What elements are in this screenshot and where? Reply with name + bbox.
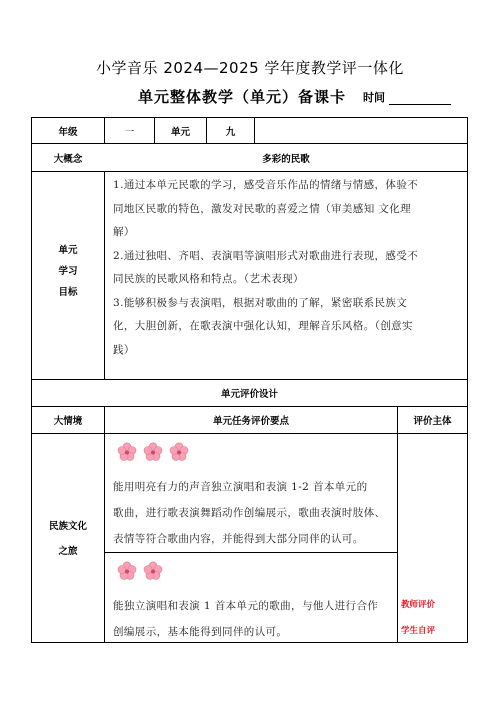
situation-line: 之旅 <box>58 546 78 557</box>
col-divider <box>104 406 105 643</box>
goals-label-line: 学习 <box>58 266 78 277</box>
concept-value: 多彩的民歌 <box>262 153 310 165</box>
unit-value: 九 <box>225 126 236 138</box>
table-border-right <box>467 117 468 643</box>
goals-line: 化，大胆创新，在歌表演中强化认知，理解音乐风格。（创意实 <box>113 320 413 332</box>
subtitle-text: 单元整体教学（单元）备课卡 <box>137 88 346 106</box>
subject-teacher: 教师评价 <box>401 600 436 610</box>
goals-label-line: 目标 <box>58 287 78 298</box>
col-divider <box>104 171 105 379</box>
evaluation-section-title: 单元评价设计 <box>220 389 278 400</box>
goals-label <box>32 240 104 303</box>
situation-label <box>32 514 104 564</box>
col-header-situation: 大情境 <box>53 416 83 427</box>
unit-label: 单元 <box>170 126 190 138</box>
goals-label-line: 单元 <box>58 245 78 256</box>
criteria-line: 歌曲，进行歌表演舞蹈动作创编展示，歌曲表演时肢体、 <box>113 507 386 519</box>
flower-icon <box>117 561 137 581</box>
situation-line: 民族文化 <box>48 521 87 532</box>
row-divider <box>31 171 468 172</box>
two-flower-rating <box>117 561 163 581</box>
goals-text <box>113 174 418 362</box>
goals-line: 同地区民歌的特色，激发对民歌的喜爱之情（审美感知 文化理 <box>113 202 412 215</box>
criteria-line: 表情等符合歌曲内容，并能得到大部分同伴的认可。 <box>113 533 364 545</box>
col-header-points: 单元任务评价要点 <box>212 416 289 427</box>
col-divider <box>397 406 398 643</box>
col-header-subject: 评价主体 <box>413 416 452 427</box>
three-flower-rating <box>117 442 189 462</box>
grade-label: 年级 <box>58 126 78 138</box>
level3-criteria <box>113 474 386 552</box>
flower-icon <box>143 442 163 462</box>
col-divider <box>254 117 255 143</box>
document-title: 小学音乐 2024—2025 学年度教学评一体化 <box>96 59 404 77</box>
goals-line: 同民族的民歌风格和特点。（艺术表现） <box>113 273 304 285</box>
flower-icon <box>143 561 163 581</box>
time-label: 时间 <box>363 91 385 104</box>
flower-icon <box>117 442 137 462</box>
criteria-line: 能用明亮有力的声音独立演唱和表演 1-2 首本单元的 <box>113 481 368 493</box>
level2-criteria <box>113 593 378 645</box>
criteria-line: 创编展示，基本能得到同伴的认可。 <box>113 626 288 638</box>
goals-line: 解） <box>113 226 135 238</box>
grade-value: 一 <box>124 126 135 138</box>
row-divider <box>104 552 398 553</box>
concept-label: 大概念 <box>53 153 83 165</box>
goals-line: 2.通过独唱、齐唱、表演唱等演唱形式对歌曲进行表现，感受不 <box>113 249 419 262</box>
goals-line: 3.能够积极参与表演唱，根据对歌曲的了解，紧密联系民族文 <box>113 296 408 309</box>
goals-line: 1.通过本单元民歌的学习，感受音乐作品的情绪与情感，体验不 <box>113 179 419 191</box>
row-divider <box>31 433 468 434</box>
criteria-line: 能独立演唱和表演 1 首本单元的歌曲，与他人进行合作 <box>113 600 379 612</box>
flower-icon <box>169 442 189 462</box>
subject-self: 学生自评 <box>401 626 436 636</box>
goals-line: 践） <box>113 343 135 356</box>
